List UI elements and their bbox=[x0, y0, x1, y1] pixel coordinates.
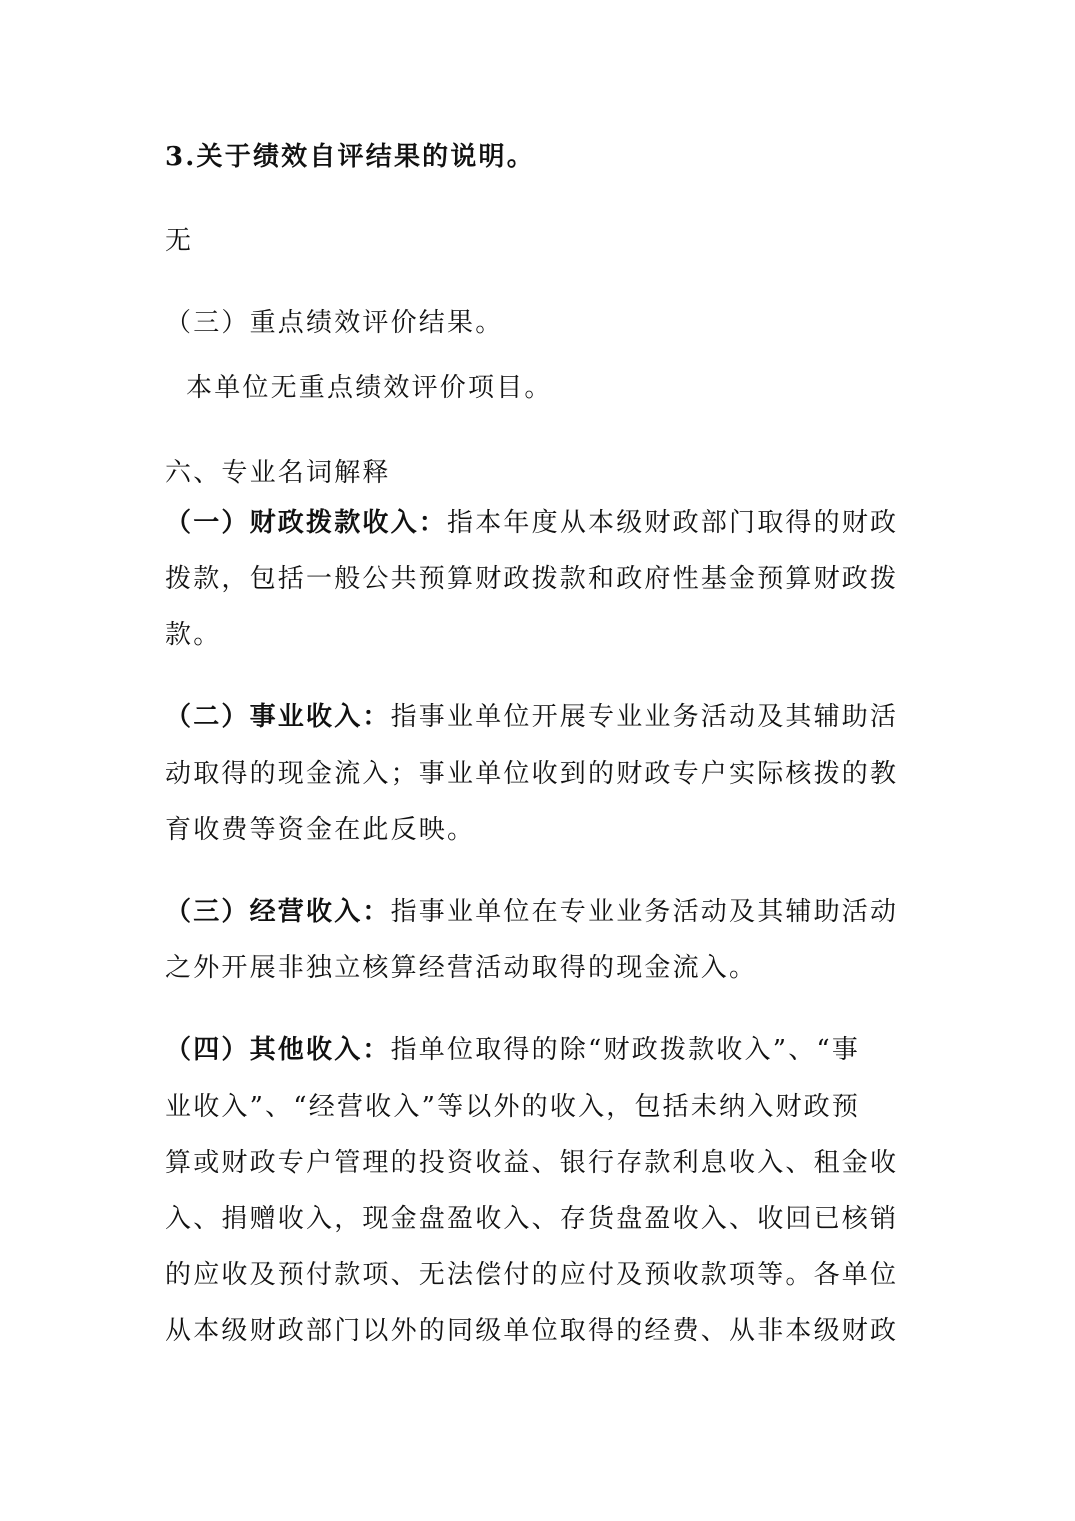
glossary-text-line: 动取得的现金流入；事业单位收到的财政专户实际核拨的教 bbox=[165, 759, 899, 789]
glossary-text: 指本年度从本级财政部门取得的财政 bbox=[447, 508, 899, 538]
glossary-text-line: 育收费等资金在此反映。 bbox=[165, 815, 476, 845]
glossary-term: （二）事业收入： bbox=[165, 702, 391, 732]
glossary-text-line: 业收入”、“经营收入”等以外的收入，包括未纳入财政预 bbox=[165, 1092, 861, 1122]
glossary-item bbox=[165, 700, 898, 734]
glossary-item bbox=[165, 506, 898, 540]
section-heading: 3.关于绩效自评结果的说明。 bbox=[165, 142, 535, 172]
glossary-text-line: 算或财政专户管理的投资收益、银行存款利息收入、租金收 bbox=[165, 1148, 899, 1178]
section-body: 无 bbox=[165, 226, 194, 256]
glossary-text-line: 从本级财政部门以外的同级单位取得的经费、从非本级财政 bbox=[165, 1316, 899, 1346]
glossary-item bbox=[165, 895, 898, 929]
glossary-text-line: 的应收及预付款项、无法偿付的应付及预收款项等。各单位 bbox=[165, 1260, 899, 1290]
glossary-heading: 六、专业名词解释 bbox=[165, 458, 391, 488]
glossary-term: （一）财政拨款收入： bbox=[165, 508, 448, 538]
glossary-text: 指事业单位开展专业业务活动及其辅助活 bbox=[390, 702, 899, 732]
glossary-text: 指单位取得的除“财政拨款收入”、“事 bbox=[390, 1035, 861, 1065]
glossary-text-line: 拨款，包括一般公共预算财政拨款和政府性基金预算财政拨 bbox=[165, 564, 899, 594]
glossary-text-line: 款。 bbox=[165, 620, 222, 650]
glossary-term: （四）其他收入： bbox=[165, 1035, 391, 1065]
glossary-text: 指事业单位在专业业务活动及其辅助活动 bbox=[390, 897, 899, 927]
glossary-term: （三）经营收入： bbox=[165, 897, 391, 927]
glossary-text-line: 之外开展非独立核算经营活动取得的现金流入。 bbox=[165, 953, 758, 983]
glossary-text-line: 入、捐赠收入，现金盘盈收入、存货盘盈收入、收回已核销 bbox=[165, 1204, 899, 1234]
subsection-body: 本单位无重点绩效评价项目。 bbox=[186, 373, 553, 403]
glossary-item bbox=[165, 1033, 860, 1067]
subsection-heading: （三）重点绩效评价结果。 bbox=[165, 308, 504, 338]
